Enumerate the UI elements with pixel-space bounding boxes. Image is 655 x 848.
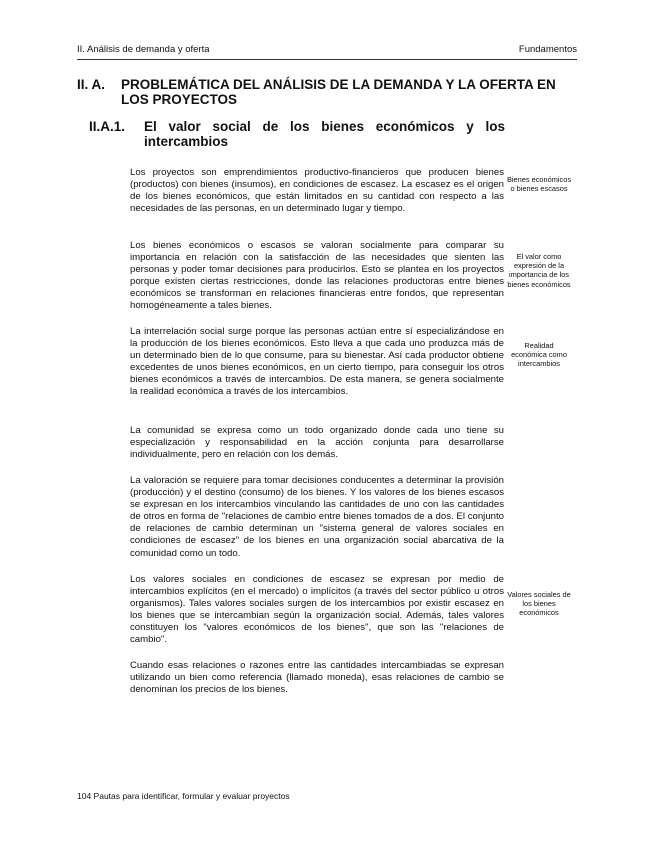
- section-heading: [77, 77, 582, 107]
- running-header: [77, 44, 577, 58]
- paragraph: Los valores sociales en condiciones de escasez se expresan por medio de intercambios explícitos (en el mercado) o implícitos (a través del sector público u otros organismos). Tales valores sociales surgen de los intercambios por existir escasez en los bienes que se intercambian según la organización social. Además, tales valores constituyen los "valores económicos de los bienes", que son las "relaciones de cambio".: [130, 574, 504, 646]
- margin-note: Realidad económica como intercambios: [511, 341, 567, 369]
- paragraph: La valoración se requiere para tomar decisiones conducentes a determinar la provisión (producción) y el destino (consumo) de los bienes. Y los valores de los bienes escasos se expresan en los intercambios vinculando las cantidades de uno con las cantidades de otros en forma de "relaciones de cambio entre bienes tomados de a dos. El conjunto de relaciones de cambio determinan un "sistema general de valores sociales en condiciones de escasez" de los bienes en una organización social abarcativa de la comunidad como un todo.: [130, 475, 504, 559]
- margin-note: El valor como expresión de la importancia de los bienes económicos: [507, 252, 571, 289]
- paragraph: Cuando esas relaciones o razones entre las cantidades intercambiadas se expresan utilizando un bien como referencia (llamado moneda), esas relaciones de cambio se denominan los precios de los bienes.: [130, 660, 504, 696]
- header-rule: [77, 59, 577, 60]
- paragraph: Los bienes económicos o escasos se valoran socialmente para comparar su importancia en relación con la satisfacción de las necesidades que sienten las personas y poder tomar decisiones para producirlos. Esto se plantea en los proyectos porque existen ciertas restricciones, donde las relaciones productoras entre bienes económicos se transforman en relaciones financieras entre fondos, que representan homogéneamente a tales bienes.: [130, 240, 504, 312]
- margin-note: Bienes económicos o bienes escasos: [506, 175, 572, 194]
- running-header-chapter: II. Análisis de demanda y oferta: [77, 44, 210, 55]
- paragraph: Los proyectos son emprendimientos productivo-financieros que producen bienes (productos) con bienes (insumos), en condiciones de escasez. La escasez es el origen de los bienes económicos, que están limitados en su cantidad con respecto a las necesidades de las personas, en un determinado lugar y tiempo.: [130, 167, 504, 215]
- margin-note: Valores sociales de los bienes económicos: [507, 590, 571, 618]
- section-title: PROBLEMÁTICA DEL ANÁLISIS DE LA DEMANDA Y LA OFERTA EN LOS PROYECTOS: [121, 77, 556, 107]
- paragraph: La comunidad se expresa como un todo organizado donde cada uno tiene su especialización y responsabilidad en la acción conjunta para desarrollarse individualmente, pero en relación con los demás.: [130, 425, 504, 461]
- page-footer: 104 Pautas para identificar, formular y evaluar proyectos: [77, 791, 290, 801]
- subsection-title: El valor social de los bienes económicos y los intercambios: [144, 119, 505, 149]
- paragraph: La interrelación social surge porque las personas actúan entre sí especializándose en la producción de los bienes económicos. Esto lleva a que cada uno produzca más de un determinado bien de lo que consume, para su bienestar. Así cada productor obtiene excedentes de unos bienes económicos, en un cierto tiempo, para conseguir los otros bienes económicos a través de intercambios. De esta manera, se genera socialmente la realidad económica a través de los intercambios.: [130, 326, 504, 398]
- subsection-heading: [89, 119, 505, 149]
- section-number: II. A.: [77, 77, 106, 92]
- running-header-part: Fundamentos: [518, 44, 577, 55]
- subsection-number: II.A.1.: [89, 119, 126, 134]
